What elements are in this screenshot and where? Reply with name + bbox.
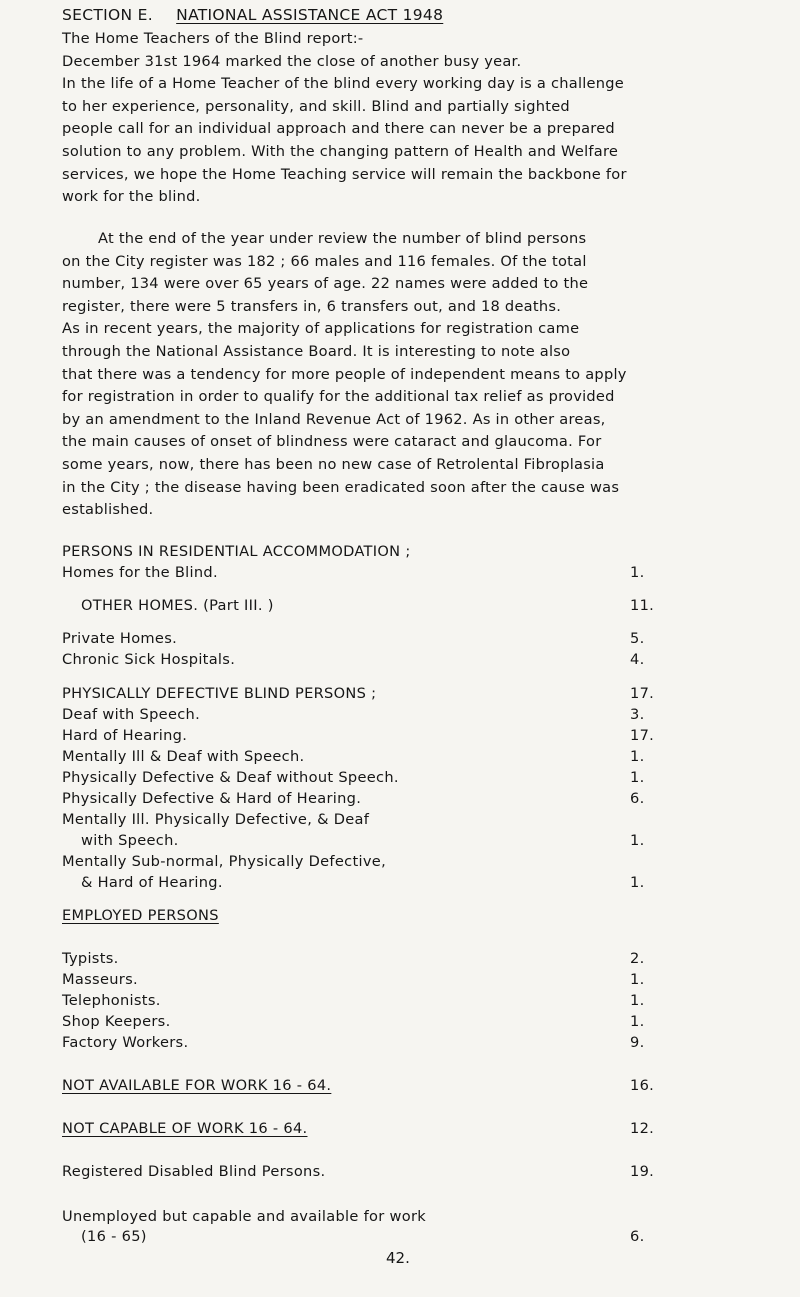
stat-row-hard-hearing: [62, 727, 692, 749]
stat-label: Hard of Hearing.: [62, 727, 188, 744]
stat-value: 1.: [630, 769, 645, 786]
stat-row-mentally-ill-phys-line2: [62, 832, 692, 854]
intro-line: services, we hope the Home Teaching service will remain the backbone for: [62, 165, 627, 183]
stat-value: 11.: [630, 597, 655, 614]
intro-line: people call for an individual approach and there can never be a prepared: [62, 120, 615, 138]
stat-label: Unemployed but capable and available for work: [62, 1208, 426, 1225]
stat-value: 17.: [630, 727, 655, 744]
stat-row-subnormal-line2: [62, 874, 692, 896]
residential-heading-row: [62, 543, 692, 565]
stat-row-registered-disabled: [62, 1163, 692, 1185]
stat-value: 19.: [630, 1163, 655, 1180]
stat-label: Mentally Ill & Deaf with Speech.: [62, 748, 305, 765]
stat-row-private-homes: [62, 630, 692, 652]
review-line: by an amendment to the Inland Revenue Act of 1962. As in other areas,: [62, 410, 606, 428]
review-line: register, there were 5 transfers in, 6 transfers out, and 18 deaths.: [62, 297, 562, 315]
stat-label: Masseurs.: [62, 971, 138, 988]
intro-line: December 31st 1964 marked the close of another busy year.: [62, 52, 522, 70]
stat-value: 12.: [630, 1120, 655, 1137]
review-line: established.: [62, 501, 154, 519]
stat-row-subnormal-line1: [62, 853, 692, 875]
stat-row-factory-workers: [62, 1034, 692, 1056]
stat-label: Registered Disabled Blind Persons.: [62, 1163, 326, 1180]
stat-row-phys-deaf-no-speech: [62, 769, 692, 791]
stat-value: 2.: [630, 950, 645, 967]
stat-value: 6.: [630, 790, 645, 807]
review-line: At the end of the year under review the number of blind persons: [98, 230, 587, 247]
intro-line: The Home Teachers of the Blind report:-: [62, 30, 364, 47]
stat-label: with Speech.: [81, 832, 179, 849]
stat-label: PHYSICALLY DEFECTIVE BLIND PERSONS ;: [62, 685, 377, 702]
stat-label: Typists.: [62, 950, 119, 967]
review-line: for registration in order to qualify for the additional tax relief as provided: [62, 388, 615, 406]
stat-label: Physically Defective & Deaf without Speech.: [62, 769, 399, 786]
section-heading: [62, 6, 443, 24]
section-label: SECTION E.: [62, 6, 153, 24]
intro-line: solution to any problem. With the changing pattern of Health and Welfare: [62, 142, 619, 160]
stat-row-mentally-ill-phys-line1: [62, 811, 692, 833]
stat-label: Mentally Sub-normal, Physically Defective,: [62, 853, 387, 870]
stat-row-not-capable: [62, 1120, 692, 1142]
intro-line: to her experience, personality, and skill. Blind and partially sighted: [62, 97, 570, 115]
stat-row-unemployed-line1: [62, 1208, 692, 1230]
stat-label: Mentally Ill. Physically Defective, & Deaf: [62, 811, 370, 828]
stat-label: & Hard of Hearing.: [81, 874, 223, 891]
stat-label: NOT CAPABLE OF WORK 16 - 64.: [62, 1120, 308, 1137]
review-line: number, 134 were over 65 years of age. 22 names were added to the: [62, 275, 589, 293]
review-line: in the City ; the disease having been eradicated soon after the cause was: [62, 478, 620, 496]
stat-value: 1.: [630, 832, 645, 849]
stat-value: 6.: [630, 1228, 645, 1245]
stat-label: (16 - 65): [81, 1228, 147, 1245]
stat-row-deaf-speech: [62, 706, 692, 728]
employed-heading-row: [62, 907, 692, 929]
stat-row-mentally-ill-deaf: [62, 748, 692, 770]
stat-label: OTHER HOMES. (Part III. ): [81, 597, 274, 614]
stat-row-not-available: [62, 1077, 692, 1099]
stat-row-shop-keepers: [62, 1013, 692, 1035]
stat-row-telephonists: [62, 992, 692, 1014]
stat-label: Shop Keepers.: [62, 1013, 171, 1030]
stat-label: Telephonists.: [62, 992, 161, 1009]
stat-value: 1.: [630, 874, 645, 891]
stat-value: 1.: [630, 564, 645, 581]
page-number: 42.: [386, 1249, 410, 1267]
stat-value: 16.: [630, 1077, 655, 1094]
residential-heading: PERSONS IN RESIDENTIAL ACCOMMODATION ;: [62, 543, 411, 560]
intro-line: work for the blind.: [62, 188, 201, 206]
stat-label: Factory Workers.: [62, 1034, 189, 1051]
review-line: on the City register was 182 ; 66 males and 116 females. Of the total: [62, 252, 587, 270]
stat-value: 9.: [630, 1034, 645, 1051]
stat-row-unemployed-line2: [62, 1228, 692, 1250]
stat-label: Homes for the Blind.: [62, 564, 218, 581]
review-line: that there was a tendency for more people of independent means to apply: [62, 365, 627, 383]
intro-line: In the life of a Home Teacher of the blind every working day is a challenge: [62, 75, 625, 93]
stat-value: 4.: [630, 651, 645, 668]
stat-label: Physically Defective & Hard of Hearing.: [62, 790, 362, 807]
stat-label: Private Homes.: [62, 630, 178, 647]
stat-row-other-homes: [62, 597, 692, 619]
stat-label: Chronic Sick Hospitals.: [62, 651, 236, 668]
employed-heading: EMPLOYED PERSONS: [62, 907, 219, 924]
stat-value: 1.: [630, 992, 645, 1009]
stat-value: 3.: [630, 706, 645, 723]
stat-row-chronic-sick: [62, 651, 692, 673]
stat-row-homes-blind: [62, 564, 692, 586]
stat-value: 17.: [630, 685, 655, 702]
stat-row-typists: [62, 950, 692, 972]
stat-row-phys-hard-hearing: [62, 790, 692, 812]
act-title: NATIONAL ASSISTANCE ACT 1948: [176, 6, 444, 24]
stat-label: Deaf with Speech.: [62, 706, 201, 723]
stat-row-masseurs: [62, 971, 692, 993]
review-line: the main causes of onset of blindness were cataract and glaucoma. For: [62, 433, 602, 451]
stat-value: 1.: [630, 748, 645, 765]
review-line: through the National Assistance Board. It is interesting to note also: [62, 342, 571, 360]
stat-row-physically-defective: [62, 685, 692, 707]
review-line: some years, now, there has been no new case of Retrolental Fibroplasia: [62, 455, 605, 473]
review-line: As in recent years, the majority of applications for registration came: [62, 320, 580, 338]
stat-value: 1.: [630, 971, 645, 988]
stat-value: 1.: [630, 1013, 645, 1030]
review-paragraph: [62, 228, 752, 522]
stat-value: 5.: [630, 630, 645, 647]
stat-label: NOT AVAILABLE FOR WORK 16 - 64.: [62, 1077, 332, 1094]
intro-paragraph: [62, 28, 752, 209]
